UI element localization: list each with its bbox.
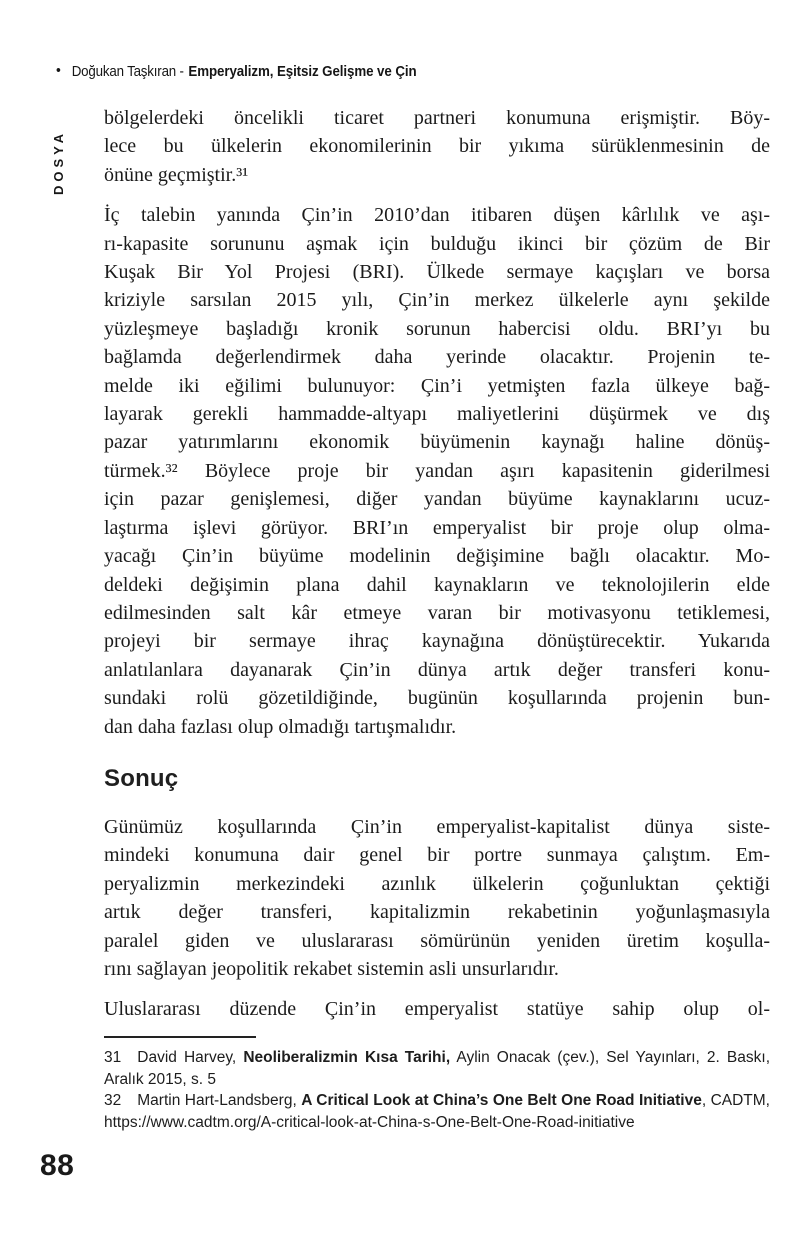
text-line: paralel giden ve uluslararası sömürünün yeniden üretim koşulla- xyxy=(104,929,770,952)
text-line: için pazar genişlemesi, diğer yandan büyüme kaynaklarını ucuz- xyxy=(104,488,770,511)
section-heading-sonuc: Sonuç xyxy=(104,764,179,792)
text-line: laştırma işlevi görüyor. BRI’ın emperyalist bir proje olup olma- xyxy=(104,516,770,539)
text-line: türmek.³² Böylece proje bir yandan aşırı kapasitenin giderilmesi xyxy=(104,459,770,482)
footnote-text-bold: Neoliberalizmin Kısa Tarihi, xyxy=(243,1049,451,1066)
footnote-text: Aylin Onacak (çev.), Sel Yayınları, 2. Baskı, Aralık 2015, s. 5 xyxy=(104,1049,771,1088)
body-paragraph xyxy=(104,104,770,189)
footnote-separator xyxy=(104,1036,256,1038)
dosya-vertical-label: DOSYA xyxy=(51,129,66,195)
text-line: rını sağlayan jeopolitik rekabet sistemin asli unsurlarıdır. xyxy=(104,957,559,980)
text-line: pazar yatırımlarını ekonomik büyümenin kaynağı haline dönüş- xyxy=(104,431,770,454)
page-number: 88 xyxy=(40,1149,75,1182)
footnote-text: David Harvey, xyxy=(137,1049,244,1066)
text-line: Uluslararası düzende Çin’in emperyalist statüye sahip olup ol- xyxy=(104,998,770,1021)
footnote-number: 31 xyxy=(104,1049,122,1066)
text-line: yüzleşmeye başladığı kronik sorunun habercisi oldu. BRI’yı bu xyxy=(104,317,770,340)
text-line: yacağı Çin’in büyüme modelinin değişimine bağlı olacaktır. Mo- xyxy=(104,545,770,568)
author-name: Doğukan Taşkıran - xyxy=(71,64,184,80)
text-line: dan daha fazlası olup olmadığı tartışmalıdır. xyxy=(104,715,457,738)
text-line: edilmesinden salt kâr etmeye varan bir motivasyonu tetiklemesi, xyxy=(104,601,770,624)
text-line: Günümüz koşullarında Çin’in emperyalist-kapitalist dünya siste- xyxy=(104,815,770,838)
running-head xyxy=(56,63,417,80)
footnote-text: , CADTM, https://www.cadtm.org/A-critical-look-at-China-s-One-Belt-One-Road-initiative xyxy=(104,1092,770,1131)
text-line: deldeki değişimin plana dahil kaynakların ve teknolojilerin elde xyxy=(104,573,770,596)
text-line: önüne geçmiştir.³¹ xyxy=(104,163,249,186)
text-line: peryalizmin merkezindeki azınlık ülkelerin çoğunluktan çektiği xyxy=(104,872,770,895)
footnote xyxy=(104,1090,770,1133)
footnote xyxy=(104,1047,770,1090)
text-line: projeyi bir sermaye ihraç kaynağına dönüştürecektir. Yukarıda xyxy=(104,630,770,653)
text-line: mindeki konumuna dair genel bir portre sunmaya çalıştım. Em- xyxy=(104,844,770,867)
text-line: sundaki rolü gözetildiğinde, bugünün koşullarında projenin bun- xyxy=(104,687,770,710)
footnote-text: Martin Hart-Landsberg, xyxy=(137,1092,302,1109)
footnote-list xyxy=(104,1047,770,1133)
text-line: bölgelerdeki öncelikli ticaret partneri konumuna erişmiştir. Böy- xyxy=(104,107,770,129)
page-body xyxy=(104,104,770,1036)
bullet-marker-icon: • xyxy=(56,62,61,79)
footnote-number: 32 xyxy=(104,1092,122,1109)
text-line: İç talebin yanında Çin’in 2010’dan itibaren düşen kârlılık ve aşı- xyxy=(104,204,770,227)
book-title: Emperyalizm, Eşitsiz Gelişme ve Çin xyxy=(188,64,417,80)
body-paragraph xyxy=(104,813,770,983)
footnotes-block xyxy=(104,1036,770,1133)
body-paragraph xyxy=(104,995,770,1023)
text-line: bağlamda değerlendirmek daha yerinde olacaktır. Projenin te- xyxy=(104,346,770,369)
text-line: anlatılanlara dayanarak Çin’in dünya artık değer transferi konu- xyxy=(104,658,770,681)
body-paragraph xyxy=(104,201,770,741)
text-line: rı-kapasite sorununu aşmak için bulduğu ikinci bir çözüm de Bir xyxy=(104,232,770,255)
text-line: artık değer transferi, kapitalizmin rekabetinin yoğunlaşmasıyla xyxy=(104,901,770,924)
text-line: melde iki eğilimi bulunuyor: Çin’i yetmişten fazla ülkeye bağ- xyxy=(104,374,770,397)
text-line: layarak gerekli hammadde-altyapı maliyetlerini düşürmek ve dış xyxy=(104,403,770,426)
text-line: lece bu ülkelerin ekonomilerinin bir yıkıma sürüklenmesinin de xyxy=(104,135,770,158)
footnote-text-bold: A Critical Look at China’s One Belt One Road Initiative xyxy=(301,1092,702,1109)
text-line: Kuşak Bir Yol Projesi (BRI). Ülkede sermaye kaçışları ve borsa xyxy=(104,261,770,284)
text-line: kriziyle sarsılan 2015 yılı, Çin’in merkez ülkelerle aynı şekilde xyxy=(104,289,770,312)
